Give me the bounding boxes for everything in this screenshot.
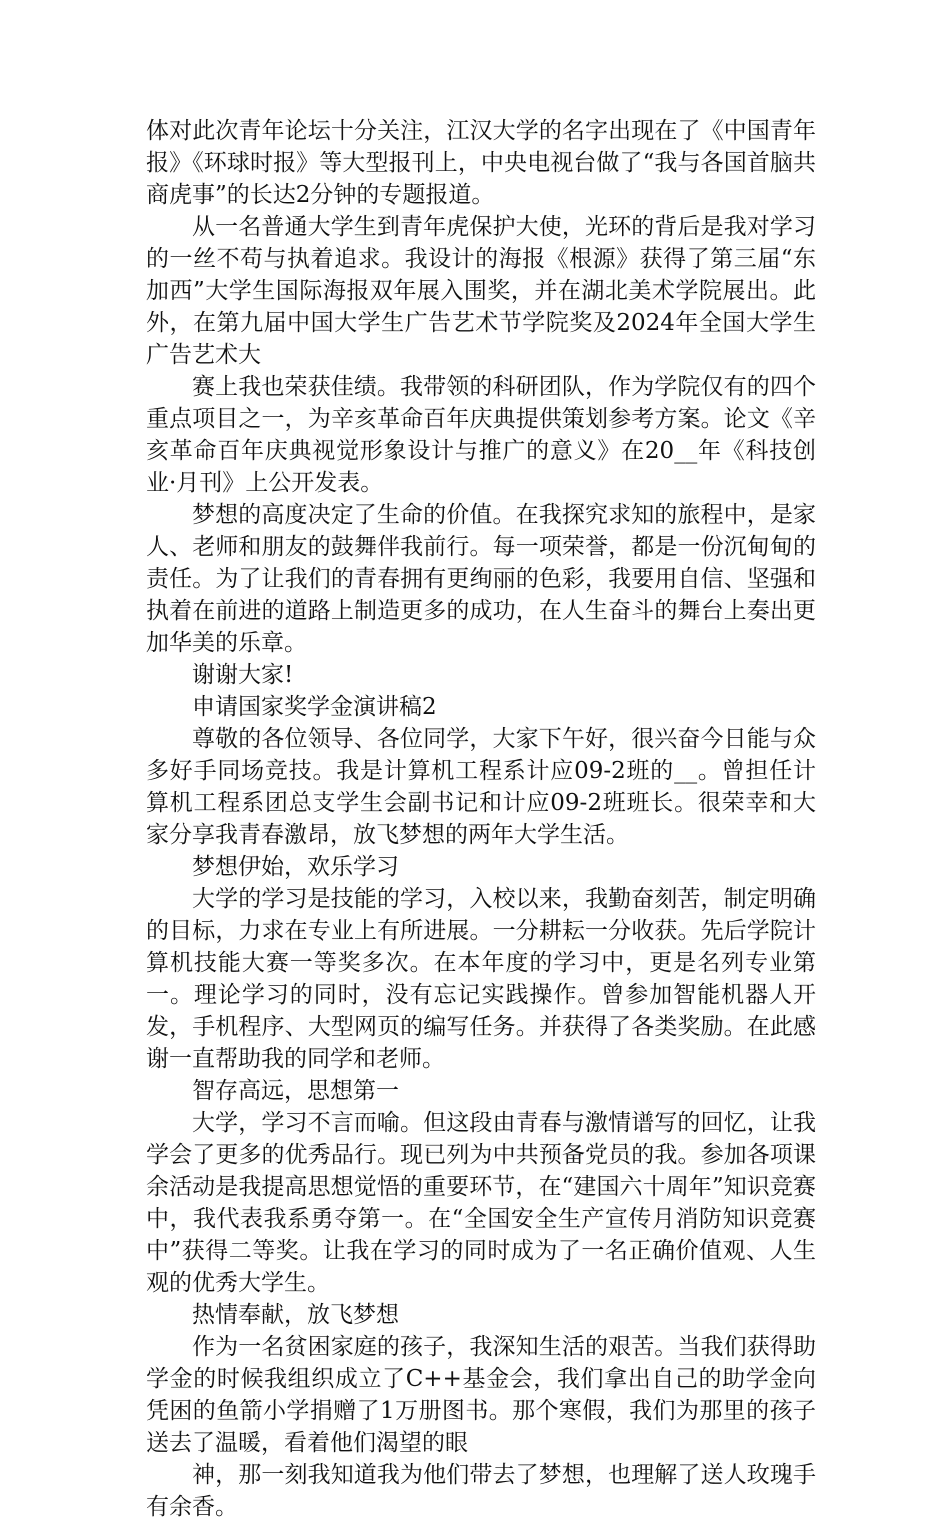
paragraph: 赛上我也荣获佳绩。我带领的科研团队，作为学院仅有的四个重点项目之一，为辛亥革命百年庆典提供策划参考方案。论文《辛亥革命百年庆典视觉形象设计与推广的意义》在20__年《科技创业·月刊》上公开发表。 [146,374,816,496]
closing-line: 谢谢大家! [192,662,294,688]
paragraph: 大学，学习不言而喻。但这段由青春与激情谱写的回忆，让我学会了更多的优秀品行。现已列为中共预备党员的我。参加各项课余活动是我提高思想觉悟的重要环节，在“建国六十周年”知识竞赛中，我代表我系勇夺第一。在“全国安全生产宣传月消防知识竞赛中”获得二等奖。让我在学习的同时成为了一名正确价值观、人生观的优秀大学生。 [146,1110,816,1296]
paragraph: 从一名普通大学生到青年虎保护大使，光环的背后是我对学习的一丝不苟与执着追求。我设计的海报《根源》获得了第三届“东加西”大学生国际海报双年展入围奖，并在湖北美术学院展出。此外，在第九届中国大学生广告艺术节学院奖及2024年全国大学生广告艺术大 [146,214,816,368]
paragraph: 体对此次青年论坛十分关注，江汉大学的名字出现在了《中国青年报》《环球时报》等大型报刊上，中央电视台做了“我与各国首脑共商虎事”的长达2分钟的专题报道。 [146,118,816,208]
subheading: 梦想伊始，欢乐学习 [192,854,399,880]
paragraph: 神，那一刻我知道我为他们带去了梦想，也理解了送人玫瑰手有余香。 [146,1462,816,1520]
paragraph: 作为一名贫困家庭的孩子，我深知生活的艰苦。当我们获得助学金的时候我组织成立了C++基金会，我们拿出自己的助学金向凭困的鱼箭小学捐赠了1万册图书。那个寒假，我们为那里的孩子送去了温暖，看着他们渴望的眼 [146,1334,816,1456]
subheading: 智存高远，思想第一 [192,1078,399,1104]
paragraph: 梦想的高度决定了生命的价值。在我探究求知的旅程中，是家人、老师和朋友的鼓舞伴我前行。每一项荣誉，都是一份沉甸甸的责任。为了让我们的青春拥有更绚丽的色彩，我要用自信、坚强和执着在前进的道路上制造更多的成功，在人生奋斗的舞台上奏出更加华美的乐章。 [146,502,816,656]
subheading: 热情奉献，放飞梦想 [192,1302,399,1328]
document-body [146,115,816,1523]
section-title: 申请国家奖学金演讲稿2 [192,694,437,720]
paragraph: 尊敬的各位领导、各位同学，大家下午好，很兴奋今日能与众多好手同场竞技。我是计算机工程系计应09-2班的__。曾担任计算机工程系团总支学生会副书记和计应09-2班班长。很荣幸和大家分享我青春激昂，放飞梦想的两年大学生活。 [146,726,816,848]
paragraph: 大学的学习是技能的学习，入校以来，我勤奋刻苦，制定明确的目标，力求在专业上有所进展。一分耕耘一分收获。先后学院计算机技能大赛一等奖多次。在本年度的学习中，更是名列专业第一。理论学习的同时，没有忘记实践操作。曾参加智能机器人开发，手机程序、大型网页的编写任务。并获得了各类奖励。在此感谢一直帮助我的同学和老师。 [146,886,816,1072]
